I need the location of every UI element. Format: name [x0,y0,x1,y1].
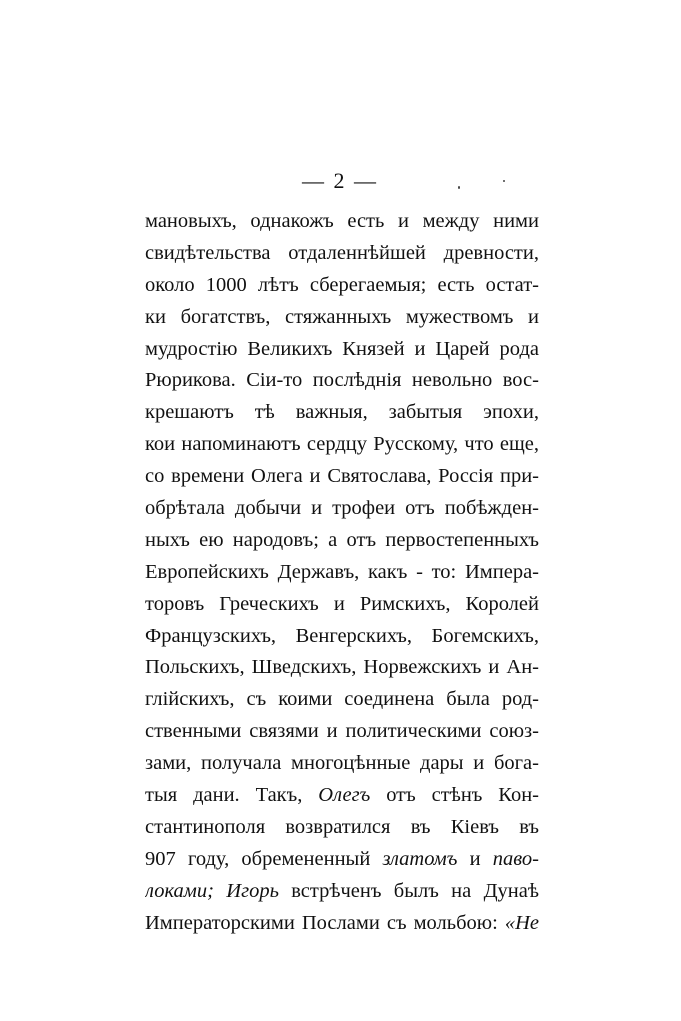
text-line: Польскихъ, Шведскихъ, Норвежскихъ и Ан- [145,656,539,679]
text-segment: Императорскими Послами съ мольбою: [145,911,505,934]
text-segment: тыя дани. Такъ, [145,784,319,807]
page-number: — 2 — [302,168,378,193]
italic-name: локами; Игорь [145,879,279,902]
text-line: около 1000 лѣтъ сберегаемыя; есть остат- [145,273,539,296]
ink-speck [458,186,460,189]
text-line: обрѣтала добычи и трофеи отъ побѣжден- [145,497,539,520]
text-line: мановыхъ, однакожъ есть и между ними [145,210,539,232]
text-segment: 907 году, обремененный [145,847,383,870]
text-line [145,780,539,812]
text-line: ныхъ ею народовъ; а отъ первостепенныхъ [145,528,539,551]
text-line: стантинополя возвратился въ Кіевъ въ [145,815,539,838]
text-line: зами, получала многоцѣнные дары и бога- [145,752,539,775]
text-line: кои напоминаютъ сердцу Русскому, что еще, [145,433,539,456]
text-line: ственными связями и политическими союз- [145,720,539,743]
text-line: Французскихъ, Венгерскихъ, Богемскихъ, [145,624,539,647]
text-line: Европейскихъ Державъ, какъ - то: Импера- [145,560,539,583]
text-line: Рюрикова. Сіи-то послѣднія невольно вос- [145,369,539,392]
italic-word: паво- [492,847,539,870]
text-segment: отъ стѣнъ Кон- [370,784,539,807]
text-line [145,876,539,908]
text-line: торовъ Греческихъ и Римскихъ, Королей [145,592,539,615]
text-line: ки богатствъ, стяжанныхъ мужествомъ и [145,305,539,328]
text-line: мудростію Великихъ Князей и Царей рода [145,337,539,360]
text-line: глійскихъ, съ коими соединена была род- [145,688,539,711]
ink-speck [503,180,505,182]
italic-quote: «Не [504,911,539,934]
text-line [145,844,539,876]
italic-word: златомъ [382,847,458,870]
text-line: свидѣтельства отдаленнѣйшей древности, [145,241,539,264]
text-line: со времени Олега и Святослава, Россія при- [145,465,539,488]
text-segment: и [457,847,493,870]
text-line [145,908,539,940]
body-text [145,206,539,939]
text-segment: встрѣченъ былъ на Дунаѣ [278,879,539,902]
text-line: крешаютъ тѣ важныя, забытыя эпохи, [145,401,539,424]
italic-name: Олегъ [318,784,371,807]
